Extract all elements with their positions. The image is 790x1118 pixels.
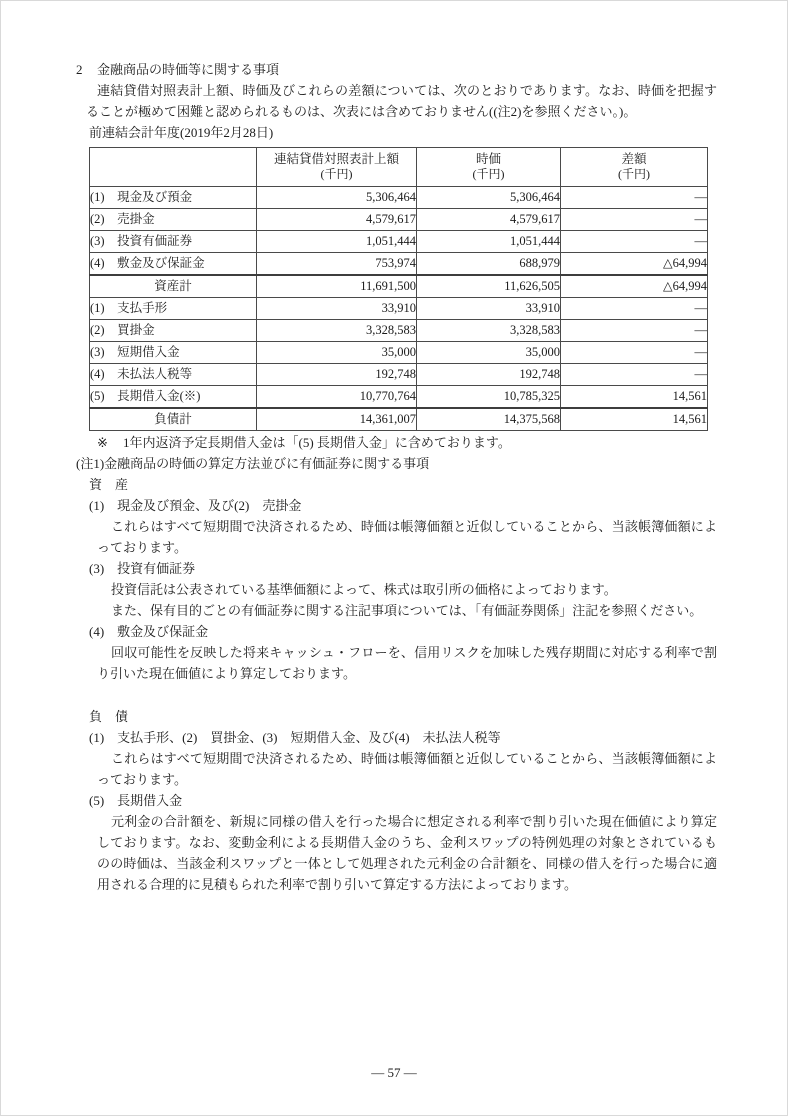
column-header-difference	[561, 148, 708, 187]
column-header-unit: (千円)	[618, 167, 650, 181]
book-value-cell: 753,974	[257, 253, 417, 276]
section-spacer	[76, 684, 717, 706]
fair-value-table	[89, 147, 708, 431]
difference-cell: △64,994	[561, 275, 708, 298]
fair-value-cell: 3,328,583	[417, 320, 561, 342]
fair-value-cell: 33,910	[417, 298, 561, 320]
difference-cell: ―	[561, 209, 708, 231]
table-row	[90, 386, 708, 409]
fair-value-cell: 1,051,444	[417, 231, 561, 253]
assets-heading: 資 産	[89, 477, 129, 492]
row-label: 資産計	[90, 275, 257, 298]
table-row	[90, 320, 708, 342]
fair-value-cell: 192,748	[417, 364, 561, 386]
fair-value-cell: 11,626,505	[417, 275, 561, 298]
row-label: (2) 買掛金	[90, 320, 257, 342]
row-label: (3) 投資有価証券	[90, 231, 257, 253]
asset-item-body: これらはすべて短期間で決済されるため、時価は帳簿価額と近似していることから、当該帳簿価額によっております。	[97, 519, 717, 555]
liability-item-label: (1) 支払手形、(2) 買掛金、(3) 短期借入金、及び(4) 未払法人税等	[89, 730, 501, 745]
section-heading	[76, 59, 717, 80]
fair-value-cell: 10,785,325	[417, 386, 561, 409]
difference-cell: 14,561	[561, 408, 708, 431]
fair-value-cell: 5,306,464	[417, 187, 561, 209]
book-value-cell: 1,051,444	[257, 231, 417, 253]
footnote-mark: ※	[97, 435, 108, 450]
asset-item-label: (4) 敷金及び保証金	[89, 624, 209, 639]
liabilities-heading: 負 債	[89, 709, 129, 724]
book-value-cell: 4,579,617	[257, 209, 417, 231]
column-header-label: 時価	[475, 152, 501, 166]
difference-cell: ―	[561, 342, 708, 364]
row-label: (5) 長期借入金(※)	[90, 386, 257, 409]
table-row	[90, 298, 708, 320]
column-header-unit: (千円)	[320, 167, 353, 181]
book-value-cell: 33,910	[257, 298, 417, 320]
page-number: ― 57 ―	[371, 1065, 417, 1080]
table-row	[90, 187, 708, 209]
column-header-book-value	[257, 148, 417, 187]
section-title: 金融商品の時価等に関する事項	[97, 62, 280, 77]
asset-item-label: (3) 投資有価証券	[89, 561, 196, 576]
liability-item-body: これらはすべて短期間で決済されるため、時価は帳簿価額と近似していることから、当該帳簿価額によっております。	[97, 751, 717, 787]
fair-value-cell: 35,000	[417, 342, 561, 364]
difference-cell: △64,994	[561, 253, 708, 276]
column-header-unit: (千円)	[472, 167, 505, 181]
column-header-label: 連結貸借対照表計上額	[273, 152, 399, 166]
table-row	[90, 231, 708, 253]
period-label: 前連結会計年度(2019年2月28日)	[89, 125, 274, 140]
note1-heading: (注1)金融商品の時価の算定方法並びに有価証券に関する事項	[76, 456, 430, 471]
difference-cell: 14,561	[561, 386, 708, 409]
row-label: (1) 現金及び預金	[90, 187, 257, 209]
liability-item-body: 元利金の合計額を、新規に同様の借入を行った場合に想定される利率で割り引いた現在価値により算定しております。なお、変動金利による長期借入金のうち、金利スワップの特例処理の対象とされているものの時価は、当該金利スワップと一体として処理された元利金の合計額を、同様の借入を行った場合に適用される合理的に見積もられた利率で割り引いて算定する方法によっております。	[97, 814, 717, 892]
table-row	[90, 253, 708, 276]
book-value-cell: 14,361,007	[257, 408, 417, 431]
fair-value-cell: 688,979	[417, 253, 561, 276]
liability-item-label: (5) 長期借入金	[89, 793, 183, 808]
book-value-cell: 3,328,583	[257, 320, 417, 342]
book-value-cell: 192,748	[257, 364, 417, 386]
table-header-row	[90, 148, 708, 187]
book-value-cell: 10,770,764	[257, 386, 417, 409]
column-header-empty	[90, 148, 257, 187]
row-label: (3) 短期借入金	[90, 342, 257, 364]
row-label: (4) 未払法人税等	[90, 364, 257, 386]
fair-value-cell: 14,375,568	[417, 408, 561, 431]
row-label: (2) 売掛金	[90, 209, 257, 231]
difference-cell: ―	[561, 364, 708, 386]
difference-cell: ―	[561, 231, 708, 253]
table-footnote	[97, 432, 717, 453]
table-row-assets-total	[90, 275, 708, 298]
footnote-text: 1年内返済予定長期借入金は「(5) 長期借入金」に含めております。	[123, 435, 511, 450]
section-number: 2	[76, 62, 83, 77]
book-value-cell: 5,306,464	[257, 187, 417, 209]
notes-section	[76, 432, 717, 895]
row-label: (1) 支払手形	[90, 298, 257, 320]
table-row	[90, 342, 708, 364]
table-row	[90, 209, 708, 231]
row-label: (4) 敷金及び保証金	[90, 253, 257, 276]
fair-value-cell: 4,579,617	[417, 209, 561, 231]
asset-item-body: また、保有目的ごとの有価証券に関する注記事項については、「有価証券関係」注記を参照ください。	[111, 603, 703, 618]
table-row	[90, 364, 708, 386]
asset-item-label: (1) 現金及び預金、及び(2) 売掛金	[89, 498, 302, 513]
book-value-cell: 35,000	[257, 342, 417, 364]
table-row-liabilities-total	[90, 408, 708, 431]
difference-cell: ―	[561, 298, 708, 320]
difference-cell: ―	[561, 187, 708, 209]
asset-item-body: 回収可能性を反映した将来キャッシュ・フローを、信用リスクを加味した残存期間に対応する利率で割り引いた現在価値により算定しております。	[97, 645, 717, 681]
asset-item-body: 投資信託は公表されている基準価額によって、株式は取引所の価格によっております。	[111, 582, 617, 597]
column-header-fair-value	[417, 148, 561, 187]
difference-cell: ―	[561, 320, 708, 342]
column-header-label: 差額	[621, 152, 647, 166]
intro-paragraph: 連結貸借対照表計上額、時価及びこれらの差額については、次のとおりであります。なお、時価を把握することが極めて困難と認められるものは、次表には含めておりません((注2)を参照ください。)。	[86, 83, 717, 119]
book-value-cell: 11,691,500	[257, 275, 417, 298]
row-label: 負債計	[90, 408, 257, 431]
